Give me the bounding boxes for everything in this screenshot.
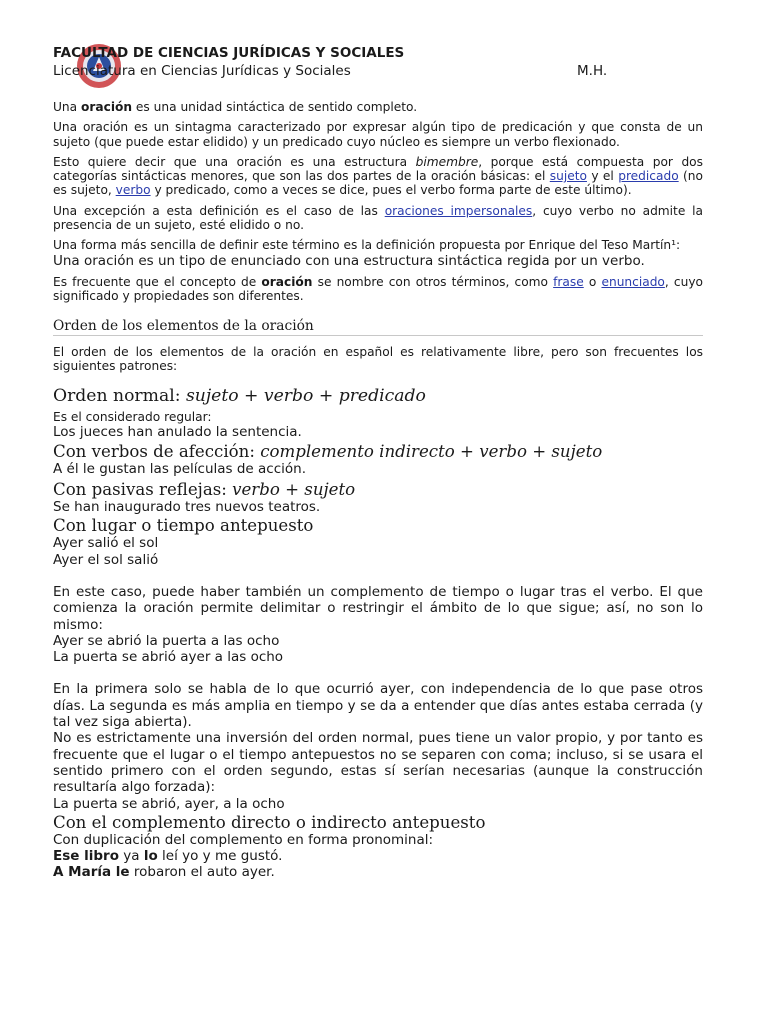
link-predicado[interactable]: predicado xyxy=(618,169,679,184)
heading-orden-normal: Orden normal: sujeto + verbo + predicado xyxy=(53,386,426,407)
program-line xyxy=(53,62,703,80)
link-frase[interactable]: frase xyxy=(553,274,584,289)
heading-lugar-tiempo: Con lugar o tiempo antepuesto xyxy=(53,516,314,536)
pasivas-example: Se han inaugurado tres nuevos teatros. xyxy=(53,499,321,516)
directo-note: Con duplicación del complemento en forma pronominal: xyxy=(53,831,434,848)
lugar-example-1: Ayer salió el sol xyxy=(53,535,159,552)
lugar-paragraph-3: No es estrictamente una inversión del orden normal, pues tiene un valor propio, y por tanto es frecuente que el lugar o el tiempo antepuestos no se separen con coma; incluso, si se usara el sentido primero con el orden segundo, estas sí serían necesarias (aunque la construcción resultaría algo forzada): xyxy=(53,730,703,796)
definition-quote: Una oración es un tipo de enunciado con una estructura sintáctica regida por un verbo. xyxy=(53,252,645,269)
lugar-example-5: La puerta se abrió, ayer, a la ocho xyxy=(53,795,285,812)
lugar-paragraph-1: En este caso, puede haber también un complemento de tiempo o lugar tras el verbo. El que comienza la oración permite delimitar o restringir el ámbito de lo que sigue; así, no son lo mismo: xyxy=(53,583,703,633)
heading-verbos-afeccion: Con verbos de afección: complemento indirecto + verbo + sujeto xyxy=(53,441,603,461)
section-heading: Orden de los elementos de la oración xyxy=(53,318,703,336)
orden-normal-example: Los jueces han anulado la sentencia. xyxy=(53,424,302,441)
intro-paragraph-5: Una forma más sencilla de definir este término es la definición propuesta por Enrique del Teso Martín¹: xyxy=(53,238,681,253)
intro-paragraph-2: Una oración es un sintagma caracterizado por expresar algún tipo de predicación y que consta de un sujeto (que puede estar elidido) y un predicado cuyo núcleo es siempre un verbo flexionado. xyxy=(53,120,703,149)
intro-paragraph-3: Esto quiere decir que una oración es una estructura bimembre, porque está compuesta por dos categorías sintácticas menores, que son las dos partes de la oración básicas: el sujeto y el predicado (no es sujeto, verbo y predicado, como a veces se dice, pues el verbo forma parte de este último). xyxy=(53,154,703,198)
intro-paragraph-1: Una oración es una unidad sintáctica de sentido completo. xyxy=(53,100,418,114)
link-enunciado[interactable]: enunciado xyxy=(601,274,665,289)
author-initials: M.H. xyxy=(577,63,608,79)
link-oraciones-impersonales[interactable]: oraciones impersonales xyxy=(384,203,533,218)
orden-normal-note: Es el considerado regular: xyxy=(53,410,212,425)
lugar-example-3: Ayer se abrió la puerta a las ocho xyxy=(53,632,280,649)
heading-complemento-antepuesto: Con el complemento directo o indirecto antepuesto xyxy=(53,812,486,832)
directo-example-1: Ese libro ya lo leí yo y me gustó. xyxy=(53,848,283,865)
intro-paragraph-7: Es frecuente que el concepto de oración se nombre con otros términos, como frase o enunciado, cuyo significado y propiedades son diferentes. xyxy=(53,274,703,304)
document-page xyxy=(53,44,703,881)
lugar-paragraph-2: En la primera solo se habla de lo que ocurrió ayer, con independencia de lo que pase otros días. La segunda es más amplia en tiempo y se da a entender que días antes estaba cerrada (y tal vez siga abierta). xyxy=(53,681,703,731)
lugar-example-4: La puerta se abrió ayer a las ocho xyxy=(53,649,284,666)
afeccion-example: A él le gustan las películas de acción. xyxy=(53,460,306,477)
link-verbo[interactable]: verbo xyxy=(115,183,151,198)
section-intro: El orden de los elementos de la oración en español es relativamente libre, pero son frecuentes los siguientes patrones: xyxy=(53,344,703,373)
lugar-example-2: Ayer el sol salió xyxy=(53,551,159,568)
program-title: Licenciatura en Ciencias Jurídicas y Sociales xyxy=(53,63,351,79)
heading-pasivas-reflejas: Con pasivas reflejas: verbo + sujeto xyxy=(53,480,356,500)
link-sujeto[interactable]: sujeto xyxy=(549,169,587,184)
directo-example-2: A María le robaron el auto ayer. xyxy=(53,864,275,881)
intro-paragraph-4: Una excepción a esta definición es el caso de las oraciones impersonales, cuyo verbo no admite la presencia de un sujeto, esté elidido o no. xyxy=(53,203,703,233)
faculty-title: FACULTAD DE CIENCIAS JURÍDICAS Y SOCIALES xyxy=(53,45,405,61)
